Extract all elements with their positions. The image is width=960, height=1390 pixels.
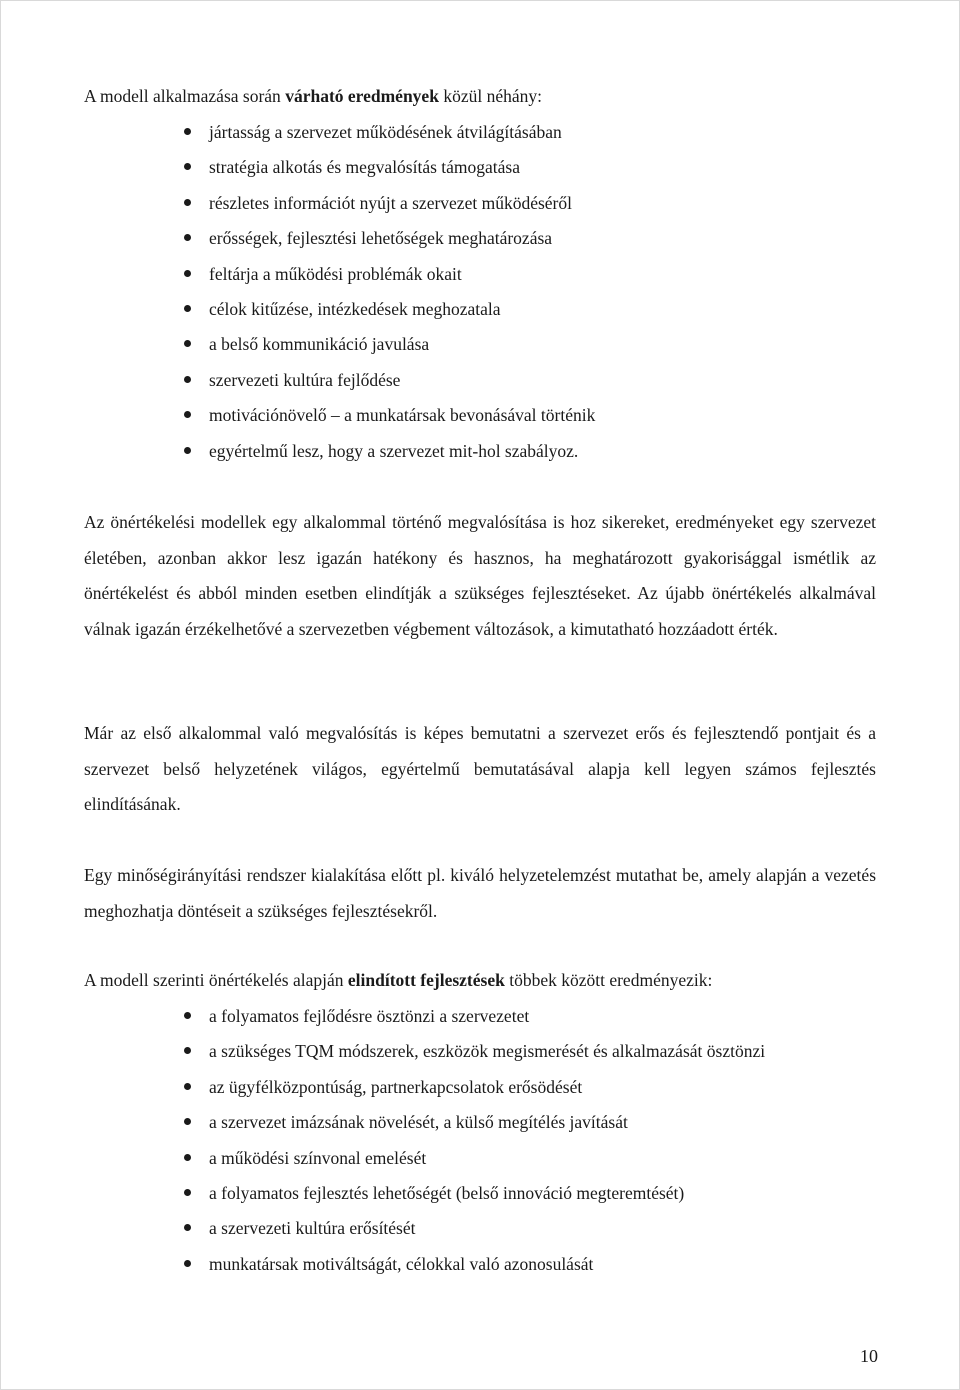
bullet-icon bbox=[184, 1189, 191, 1196]
bullet-icon bbox=[184, 340, 191, 347]
list-item bbox=[84, 1148, 876, 1183]
bullet-icon bbox=[184, 1012, 191, 1019]
list-item bbox=[84, 1218, 876, 1253]
list-item-text: munkatársak motiváltságát, célokkal való azonosulását bbox=[209, 1253, 594, 1274]
section-intro bbox=[84, 970, 876, 990]
list-item bbox=[84, 157, 876, 192]
list-item bbox=[84, 1254, 876, 1289]
list-item-text: szervezeti kultúra fejlődése bbox=[209, 369, 401, 390]
bullet-icon bbox=[184, 270, 191, 277]
list-item-text: egyértelmű lesz, hogy a szervezet mit-hol szabályoz. bbox=[209, 440, 579, 461]
paragraph-repetition bbox=[84, 505, 876, 647]
bullet-list bbox=[84, 1006, 876, 1289]
list-item bbox=[84, 122, 876, 157]
bullet-list bbox=[84, 122, 876, 476]
list-item-text: a folyamatos fejlődésre ösztönzi a szervezetet bbox=[209, 1006, 530, 1026]
list-item-text: a folyamatos fejlesztés lehetőségét (belső innováció megteremtését) bbox=[209, 1182, 685, 1203]
bullet-icon bbox=[184, 128, 191, 135]
list-item-text: célok kitűzése, intézkedések meghozatala bbox=[209, 298, 501, 319]
list-item bbox=[84, 1006, 876, 1041]
bullet-icon bbox=[184, 447, 191, 454]
list-item-text: a működési színvonal emelését bbox=[209, 1147, 427, 1168]
section-expected-results bbox=[84, 86, 876, 476]
list-item-text: részletes információt nyújt a szervezet működéséről bbox=[209, 192, 572, 213]
list-item bbox=[84, 299, 876, 334]
list-item bbox=[84, 264, 876, 299]
body-paragraph: Egy minőségirányítási rendszer kialakítása előtt pl. kiváló helyzetelemzést mutathat be, amely alapján a vezetés meghozhatja döntéseit a szükséges fejlesztésekről. bbox=[84, 865, 876, 921]
list-item-text: stratégia alkotás és megvalósítás támogatása bbox=[209, 157, 521, 178]
list-item-text: jártasság a szervezet működésének átvilágításában bbox=[209, 122, 562, 142]
bullet-icon bbox=[184, 1154, 191, 1161]
bullet-icon bbox=[184, 199, 191, 206]
section-developments bbox=[84, 970, 876, 1289]
list-item-text: a szervezet imázsának növelését, a külső megítélés javítását bbox=[209, 1112, 628, 1133]
list-item bbox=[84, 193, 876, 228]
list-item bbox=[84, 441, 876, 476]
list-item-text: a szervezeti kultúra erősítését bbox=[209, 1218, 416, 1239]
bullet-icon bbox=[184, 305, 191, 312]
bullet-icon bbox=[184, 411, 191, 418]
list-item-text: feltárja a működési problémák okait bbox=[209, 263, 462, 284]
list-item bbox=[84, 1041, 876, 1076]
intro-text: A modell alkalmazása során bbox=[84, 86, 286, 106]
body-paragraph: Az önértékelési modellek egy alkalommal történő megvalósítása is hoz sikereket, eredményeket egy szervezet életében, azonban akkor lesz igazán hatékony és hasznos, ha meghatározott gyakorisággal ismétlik az önértékelést és abból minden esetben elindítják a szükséges fejlesztéseket. Az újabb önértékelés alkalmával válnak igazán érzékelhetővé a szervezetben végbement változások, a kimutatható hozzáadott érték. bbox=[84, 512, 876, 639]
list-item-text: a belső kommunikáció javulása bbox=[209, 334, 430, 355]
body-paragraph: Már az első alkalommal való megvalósítás is képes bemutatni a szervezet erős és fejlesztendő pontjait és a szervezet belső helyzetének világos, egyértelmű bemutatásával alapja kell legyen számos fejlesztés elindításának. bbox=[84, 723, 876, 815]
bullet-icon bbox=[184, 1224, 191, 1231]
bullet-icon bbox=[184, 1047, 191, 1054]
list-item bbox=[84, 405, 876, 440]
list-item-text: erősségek, fejlesztési lehetőségek meghatározása bbox=[209, 228, 553, 249]
list-item-text: az ügyfélközpontúság, partnerkapcsolatok erősödését bbox=[209, 1076, 583, 1097]
intro-bold-text: elindított fejlesztések bbox=[347, 970, 505, 990]
list-item bbox=[84, 370, 876, 405]
intro-text-end: közül néhány: bbox=[438, 86, 542, 106]
bullet-icon bbox=[184, 1083, 191, 1090]
intro-text: A modell szerinti önértékelés alapján bbox=[84, 970, 348, 990]
list-item bbox=[84, 1112, 876, 1147]
list-item bbox=[84, 334, 876, 369]
paragraph-quality-system bbox=[84, 858, 876, 929]
paragraph-first-implementation bbox=[84, 716, 876, 823]
page-number: 10 bbox=[860, 1346, 878, 1366]
list-item-text: a szükséges TQM módszerek, eszközök megismerését és alkalmazását ösztönzi bbox=[209, 1041, 766, 1062]
bullet-icon bbox=[184, 376, 191, 383]
intro-bold-text: várható eredmények bbox=[285, 86, 439, 106]
intro-text-end: többek között eredményezik: bbox=[504, 970, 713, 990]
list-item-text: motivációnövelő – a munkatársak bevonásával történik bbox=[209, 405, 596, 426]
bullet-icon bbox=[184, 1260, 191, 1267]
list-item bbox=[84, 228, 876, 263]
section-intro bbox=[84, 86, 876, 106]
list-item bbox=[84, 1183, 876, 1218]
bullet-icon bbox=[184, 1118, 191, 1125]
list-item bbox=[84, 1077, 876, 1112]
bullet-icon bbox=[184, 234, 191, 241]
bullet-icon bbox=[184, 163, 191, 170]
